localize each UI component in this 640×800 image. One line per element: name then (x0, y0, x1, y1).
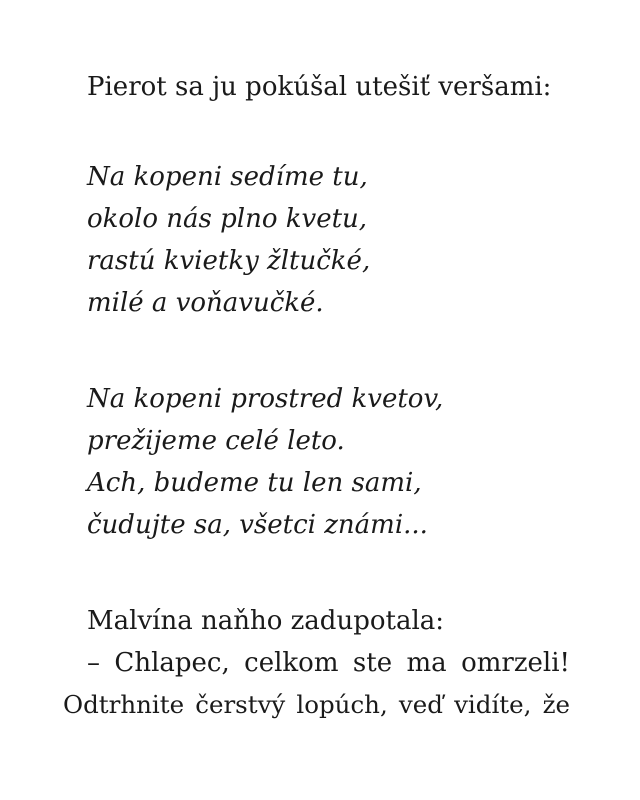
poem-line: Ach, budeme tu len sami, (87, 468, 422, 498)
prose-line: Odtrhnite čerstvý lopúch, veď vidíte, že (63, 690, 570, 719)
intro-line: Pierot sa ju pokúšal utešiť veršami: (87, 72, 552, 102)
prose-line: – Chlapec, celkom ste ma omrzeli! (87, 648, 570, 678)
poem-line: rastú kvietky žltučké, (87, 246, 371, 276)
poem-line: Na kopeni sedíme tu, (87, 162, 368, 192)
prose-line: Malvína naňho zadupotala: (87, 606, 445, 636)
poem-line: Na kopeni prostred kvetov, (87, 384, 444, 414)
poem-line: okolo nás plno kvetu, (87, 204, 368, 234)
poem-line: milé a voňavučké. (87, 288, 324, 318)
poem-line: čudujte sa, všetci známi... (87, 510, 428, 540)
poem-line: prežijeme celé leto. (87, 426, 345, 456)
